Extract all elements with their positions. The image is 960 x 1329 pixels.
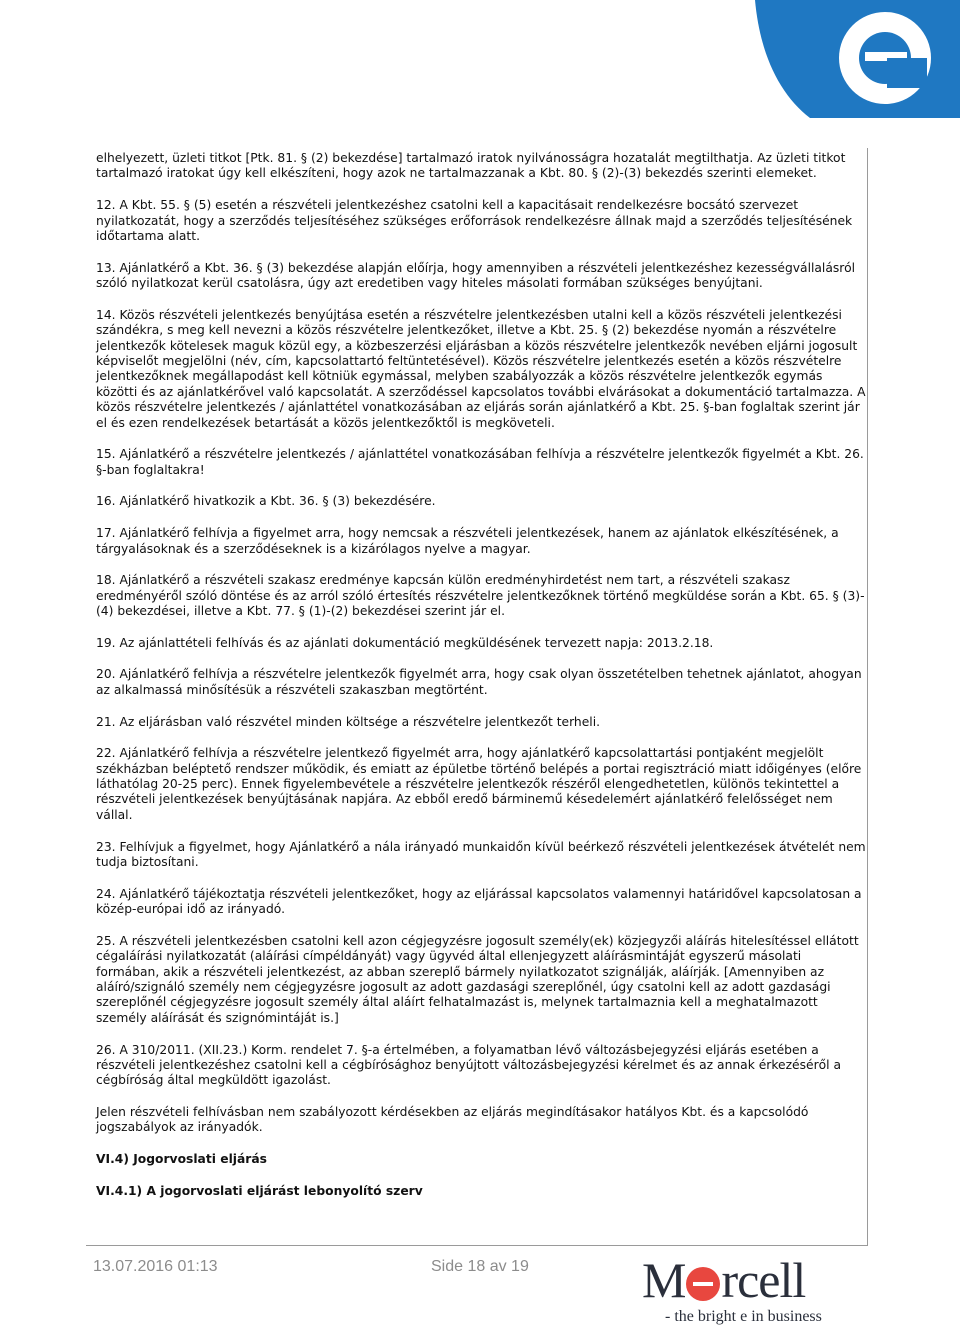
paragraph-24: 24. Ajánlatkérő tájékoztatja részvételi jelentkezőket, hogy az eljárással kapcsolatos valamennyi határidővel kapcsolatosan a közép-európai idő az irányadó. [96, 886, 862, 917]
footer-date: 13.07.2016 01:13 [93, 1258, 218, 1275]
paragraph-17: 17. Ajánlatkérő felhívja a figyelmet arra, hogy nemcsak a részvételi jelentkezések, hanem az ajánlatok elkészítésének, a tárgyalásoknak és a szerződéseknek is a kizárólagos nyelve a magyar. [96, 526, 839, 556]
section-heading: VI.4) Jogorvoslati eljárás [96, 1152, 267, 1167]
paragraph-13: 13. Ajánlatkérő a Kbt. 36. § (3) bekezdése alapján előírja, hogy amennyiben a részvételi jelentkezéshez kezességvállalásról szóló nyilatkozat kerül csatolásra, úgy azt eredetiben vagy hiteles másolati formában szükséges benyújtani. [96, 260, 856, 291]
footer-page-number: Side 18 av 19 [431, 1258, 529, 1275]
paragraph-continuation: elhelyezett, üzleti titkot [Ptk. 81. § (2) bekezdése] tartalmazó iratok nyilvánosságra hozatalát megtilthatja. Az üzleti titkot tartalmazó iratokat úgy kell elkészíteni, hogy azok ne tartalmazzanak a Kbt. 80. § (2)-(3) bekezdés szerinti elemeket. [96, 151, 846, 181]
paragraph-14: 14. Közös részvételi jelentkezés benyújtása esetén a részvételre jelentkezésben utalni kell a közös részvételi jelentkezési szándékra, s meg kell nevezni a közös részvételre jelentkezőket, illetve a Kbt. 25. § (2) bekezdése nyomán a részvételre jelentkezők kötelesek maguk közül egy, a közbeszerzési eljárásban a közös részvételre jelentkezők nevében eljárni jogosult képviselőt megjelölni (név, cím, kapcsolattartó feltüntetésével). Közös részvételre jelentkezés esetén a közös részvételre jelentkezőknek megállapodást kell kötniük egymással, melyben szabályozzák a közös részvételre jelentkezők egymás közötti és az ajánlatkérővel való kapcsolatát. A szerződéssel kapcsolatos további elvárásokat a dokumentáció tartalmazza. A közös részvételre jelentkezés / ajánlattétel vonatkozásában az eljárás során ajánlatkérő a Kbt. 25. §-ban foglaltak szerint jár el és ezen rendelkezések betartását a közös jelentkezőktől is megköveteli. [96, 307, 866, 430]
top-logo-icon [755, 0, 960, 118]
brand-name-start: M [642, 1252, 686, 1308]
paragraph-20: 20. Ajánlatkérő felhívja a részvételre jelentkezők figyelmét arra, hogy csak olyan összetételben tehetnek ajánlatot, ahogyan az alkalmassá minősítésük a részvételi szakaszban megtörtént. [96, 667, 862, 697]
footer-rule [86, 1245, 868, 1246]
brand-tagline: - the bright e in business [665, 1308, 822, 1325]
paragraph-25: 25. A részvételi jelentkezésben csatolni kell azon cégjegyzésre jogosult személy(ek) közjegyzői aláírás hitelesítéssel ellátott cégaláírási nyilatkozatát (aláírási címpéldányát) vagy ügyvéd által ellenjegyzett aláírásmintáját egyszerű másolati formában, akik a részvételi jelentkezést, az abban szereplő bármely nyilatkozatot szignálják, aláírják. [Amennyiben az aláíró/szignáló személy nem cégjegyzésre jogosult az adott gazdasági szereplőnél, úgy csatolni kell az adott gazdasági szereplőnél cégjegyzésre jogosult személy által aláírt felhatalmazást is, melynek tartalmaznia kell a meghatalmazott személy aláírását és szignómintáját is.] [96, 933, 859, 1025]
brand-name [642, 1252, 805, 1308]
paragraph-19: 19. Az ajánlattételi felhívás és az ajánlati dokumentáció megküldésének tervezett napja: 2013.2.18. [96, 635, 714, 650]
paragraph-22: 22. Ajánlatkérő felhívja a részvételre jelentkező figyelmét arra, hogy ajánlatkérő kapcsolattartási pontjaként megjelölt székházban beléptető rendszer működik, és emiatt az épületbe történő belépés a portai regisztráció miatt időigényes (előre láthatólag 20-25 perc). Ennek figyelembevétele a részvételre jelentkezők részéről elengedhetetlen, különös tekintettel a részvételi jelentkezések benyújtásának napjára. Az ebből eredő bárminemű késedelemért ajánlatkérő felelősséget nem vállal. [96, 746, 862, 822]
paragraph-12: 12. A Kbt. 55. § (5) esetén a részvételi jelentkezéshez csatolni kell a kapacitásait rendelkezésre bocsátó szervezet nyilatkozatát, hogy a szerződés teljesítéséhez szükséges erőforrások rendelkezésre állnak majd a szerződés teljesítésének időtartama alatt. [96, 198, 853, 243]
document-body [96, 151, 866, 1216]
paragraph-26: 26. A 310/2011. (XII.23.) Korm. rendelet 7. §-a értelmében, a folyamatban lévő változásbejegyzési eljárás esetében a részvételi jelentkezéshez csatolni kell a cégbírósághoz benyújtott változásbejegyzési kérelmet és az annak érkezéséről a cégbíróság által megküldött igazolást. [96, 1042, 842, 1088]
paragraph-23: 23. Felhívjuk a figyelmet, hogy Ajánlatkérő a nála irányadó munkaidőn kívül beérkező részvételi jelentkezések átvételét nem tudja biztosítani. [96, 839, 866, 869]
page-right-rule [867, 148, 868, 1245]
paragraph-15: 15. Ajánlatkérő a részvételre jelentkezés / ajánlattétel vonatkozásában felhívja a részvételre jelentkezők figyelmét a Kbt. 26. §-ban foglaltakra! [96, 447, 864, 477]
brand-logo [642, 1252, 872, 1326]
paragraph-21: 21. Az eljárásban való részvétel minden költsége a részvételre jelentkezőt terheli. [96, 714, 601, 729]
brand-name-end: rcell [721, 1252, 806, 1308]
paragraph-closing: Jelen részvételi felhívásban nem szabályozott kérdésekben az eljárás megindításakor hatályos Kbt. és a kapcsolódó jogszabályok az irányadók. [96, 1105, 809, 1135]
brand-e-icon [686, 1267, 720, 1301]
subsection-heading: VI.4.1) A jogorvoslati eljárást lebonyolító szerv [96, 1183, 423, 1198]
paragraph-16: 16. Ajánlatkérő hivatkozik a Kbt. 36. § (3) bekezdésére. [96, 494, 436, 509]
paragraph-18: 18. Ajánlatkérő a részvételi szakasz eredménye kapcsán külön eredményhirdetést nem tart, a részvételi szakasz eredményéről szóló döntése és az arról szóló értesítés részvételre jelentkezőknek történő megküldése során a Kbt. 65. § (3)-(4) bekezdései, illetve a Kbt. 77. § (1)-(2) bekezdései szerint jár el. [96, 573, 865, 619]
